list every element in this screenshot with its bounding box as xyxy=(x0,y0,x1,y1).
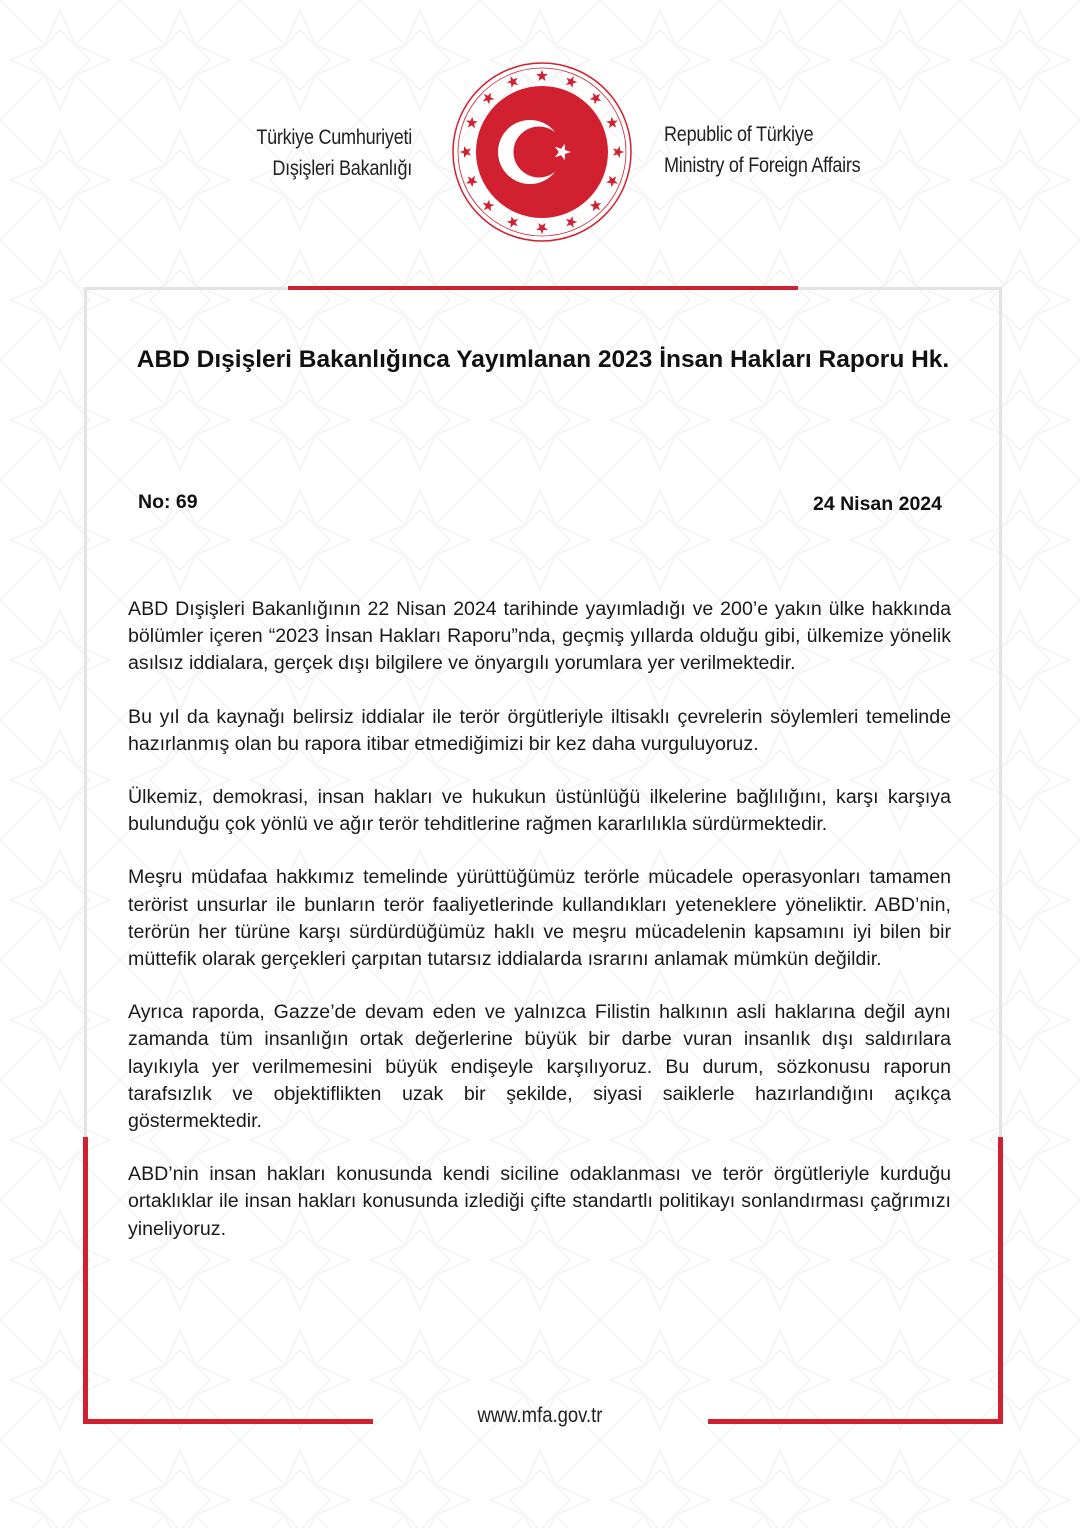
frame-bottom-left-red-accent xyxy=(83,1419,373,1424)
frame-top-right-line xyxy=(798,287,1002,290)
ring-star-icon xyxy=(507,216,519,228)
body-paragraph: Meşru müdafaa hakkımız temelinde yürüttüğümüz terörle mücadele operasyonları tamamen terörist unsurlar ile bunların terör faaliyetlerinde kullandıkları yeteneklere yöneliktir. ABD’nin, terörün her türüne karşı sürdürdüğümüz haklı ve meşru mücadelenin kapsamını iyi bilen bir müttefik olarak gerçekleri çarpıtan tutarsız iddialarda ısrarını anlamak mümkün değildir. xyxy=(128,866,951,971)
ministry-name-turkish-line1: Türkiye Cumhuriyeti xyxy=(256,126,412,149)
frame-left-line xyxy=(84,287,87,1137)
ring-star-icon xyxy=(483,200,495,212)
ring-star-icon xyxy=(466,176,478,188)
ring-star-icon xyxy=(507,76,519,88)
frame-right-line xyxy=(999,287,1002,1137)
ring-star-icon xyxy=(566,76,578,88)
frame-left-red-accent xyxy=(83,1137,88,1424)
ring-star-icon xyxy=(606,117,618,129)
frame-top-left-line xyxy=(84,287,288,290)
ring-star-icon xyxy=(606,176,618,188)
body-paragraph: Ayrıca raporda, Gazze’de devam eden ve yalnızca Filistin halkının asli haklarına değil aynı zamanda tüm insanlığın ortak değerlerine büyük bir darbe vuran insanlık dışı saldırılara layıkıyla yer verilmemesini büyük endişeyle karşılıyoruz. Bu durum, sözkonusu raporun tarafsızlık ve objektiflikten uzak bir şekilde, siyasi saiklerle hazırlandığını açıkça göstermektedir. xyxy=(128,1001,951,1133)
body-paragraph: Bu yıl da kaynağı belirsiz iddialar ile terör örgütleriyle iltisaklı çevrelerin söylemleri temelinde hazırlanmış olan bu rapora itibar etmediğimizi bir kez daha vurguluyoruz. xyxy=(128,705,951,755)
ring-star-icon xyxy=(590,200,602,212)
crescent-star-emblem-icon xyxy=(446,56,638,248)
ring-star-icon xyxy=(613,146,624,158)
ring-star-icon xyxy=(466,117,478,129)
body-paragraph: ABD Dışişleri Bakanlığının 22 Nisan 2024 tarihinde yayımladığı ve 200’e yakın ülke hakkında bölümler içeren “2023 İnsan Hakları Raporu”nda, geçmiş yıllarda olduğu gibi, ülkemize yönelik asılsız iddialara, gerçek dışı bilgilere ve önyargılı yorumlara yer verilmektedir. xyxy=(128,598,951,675)
ministry-name-english-line2: Ministry of Foreign Affairs xyxy=(664,154,861,177)
ring-star-icon xyxy=(566,216,578,228)
body-paragraph: Ülkemiz, demokrasi, insan hakları ve hukukun üstünlüğü ilkelerine bağlılığını, karşı karşıya bulunduğu çok yönlü ve ağır terör tehditlerine rağmen kararlılıkla sürdürmektedir. xyxy=(128,786,951,836)
document-title: ABD Dışişleri Bakanlığınca Yayımlanan 2023 İnsan Hakları Raporu Hk. xyxy=(136,346,950,373)
document-number: No: 69 xyxy=(138,491,198,513)
ministry-name-turkish-line2: Dışişleri Bakanlığı xyxy=(272,157,412,180)
frame-right-red-accent xyxy=(998,1137,1003,1424)
ministry-name-english-line1: Republic of Türkiye xyxy=(664,123,814,146)
body-paragraph: ABD’nin insan hakları konusunda kendi siciline odaklanması ve terör örgütleriyle kurduğu ortaklıklar ile insan hakları konusunda izlediği çifte standartlı politikayı sonlandırması çağrımızı yineliyoruz. xyxy=(128,1163,951,1240)
ring-star-icon xyxy=(460,146,471,158)
ring-star-icon xyxy=(536,70,548,81)
ministry-name-english xyxy=(664,119,888,181)
frame-bottom-right-red-accent xyxy=(708,1419,1003,1424)
ministry-name-turkish xyxy=(230,122,412,184)
ring-star-icon xyxy=(536,223,548,234)
ring-star-icon xyxy=(483,93,495,105)
document-date: 24 Nisan 2024 xyxy=(812,493,942,515)
document-body xyxy=(128,596,951,1269)
ring-star-icon xyxy=(590,93,602,105)
frame-top-red-accent xyxy=(288,286,798,290)
website-link[interactable]: www.mfa.gov.tr xyxy=(477,1404,603,1427)
